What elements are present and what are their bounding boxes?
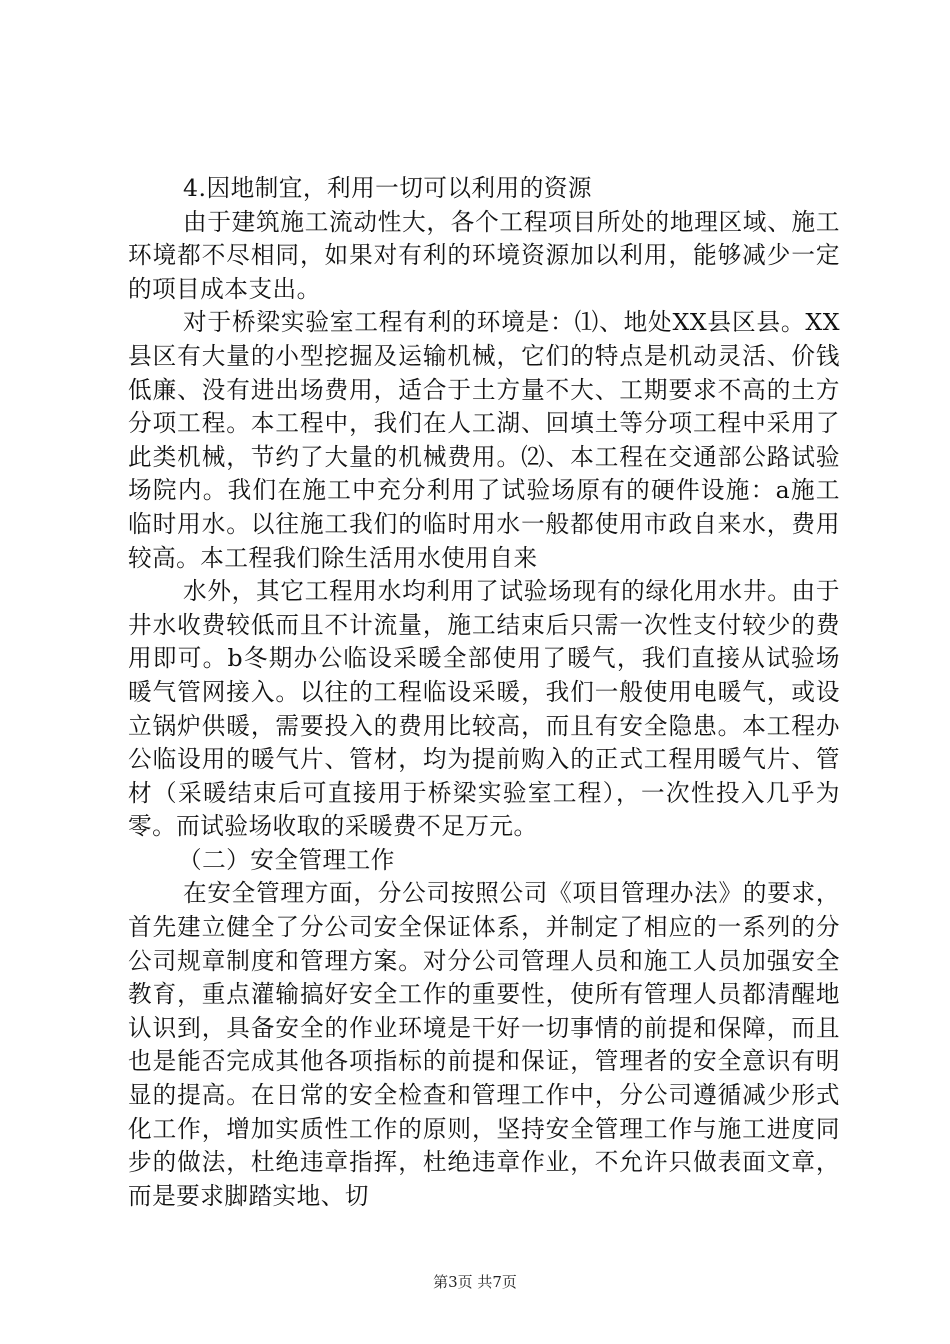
section-heading-safety: （二）安全管理工作 [178, 845, 395, 874]
section-heading-resources: 4.因地制宜，利用一切可以利用的资源 [183, 174, 593, 202]
paragraph-water-heating: 水外，其它工程用水均利用了试验场现有的绿化用水井。由于井水收费较低而且不计流量，施工结束后只需一次性支付较少的费用即可。b冬期办公临设采暖全部使用了暖气，我们直接从试验场暖气管网接入。以往的工程临设采暖，我们一般使用电暖气，或设立锅炉供暖，需要投入的费用比较高，而且有安全隐患。本工程办公临设用的暖气片、管材，均为提前购入的正式工程用暖气片、管材（采暖结束后可直接用于桥梁实验室工程），一次性投入几乎为零。而试验场收取的采暖费不足万元。 [128, 577, 840, 841]
paragraph-bridge-lab-environment: 对于桥梁实验室工程有利的环境是：⑴、地处XX县区县。XX县区有大量的小型挖掘及运输机械，它们的特点是机动灵活、价钱低廉、没有进出场费用，适合于土方量不大、工期要求不高的土方分项工程。本工程中，我们在人工湖、回填土等分项工程中采用了此类机械，节约了大量的机械费用。⑵、本工程在交通部公路试验场院内。我们在施工中充分利用了试验场原有的硬件设施：a施工临时用水。以往施工我们的临时用水一般都使用市政自来水，费用较高。本工程我们除生活用水使用自来 [128, 308, 840, 572]
paragraph-environment-intro: 由于建筑施工流动性大，各个工程项目所处的地理区域、施工环境都不尽相同，如果对有利的环境资源加以利用，能够减少一定的项目成本支出。 [128, 207, 840, 303]
paragraph-safety-management: 在安全管理方面，分公司按照公司《项目管理办法》的要求，首先建立健全了分公司安全保证体系，并制定了相应的一系列的分公司规章制度和管理方案。对分公司管理人员和施工人员加强安全教育，重点灌输搞好安全工作的重要性，使所有管理人员都清醒地认识到，具备安全的作业环境是干好一切事情的前提和保障，而且也是能否完成其他各项指标的前提和保证，管理者的安全意识有明显的提高。在日常的安全检查和管理工作中，分公司遵循减少形式化工作，增加实质性工作的原则，坚持安全管理工作与施工进度同步的做法，杜绝违章指挥，杜绝违章作业，不允许只做表面文章，而是要求脚踏实地、切 [128, 879, 840, 1210]
page-footer: 第3页 共7页 [433, 1273, 517, 1291]
document-body [128, 172, 840, 1213]
